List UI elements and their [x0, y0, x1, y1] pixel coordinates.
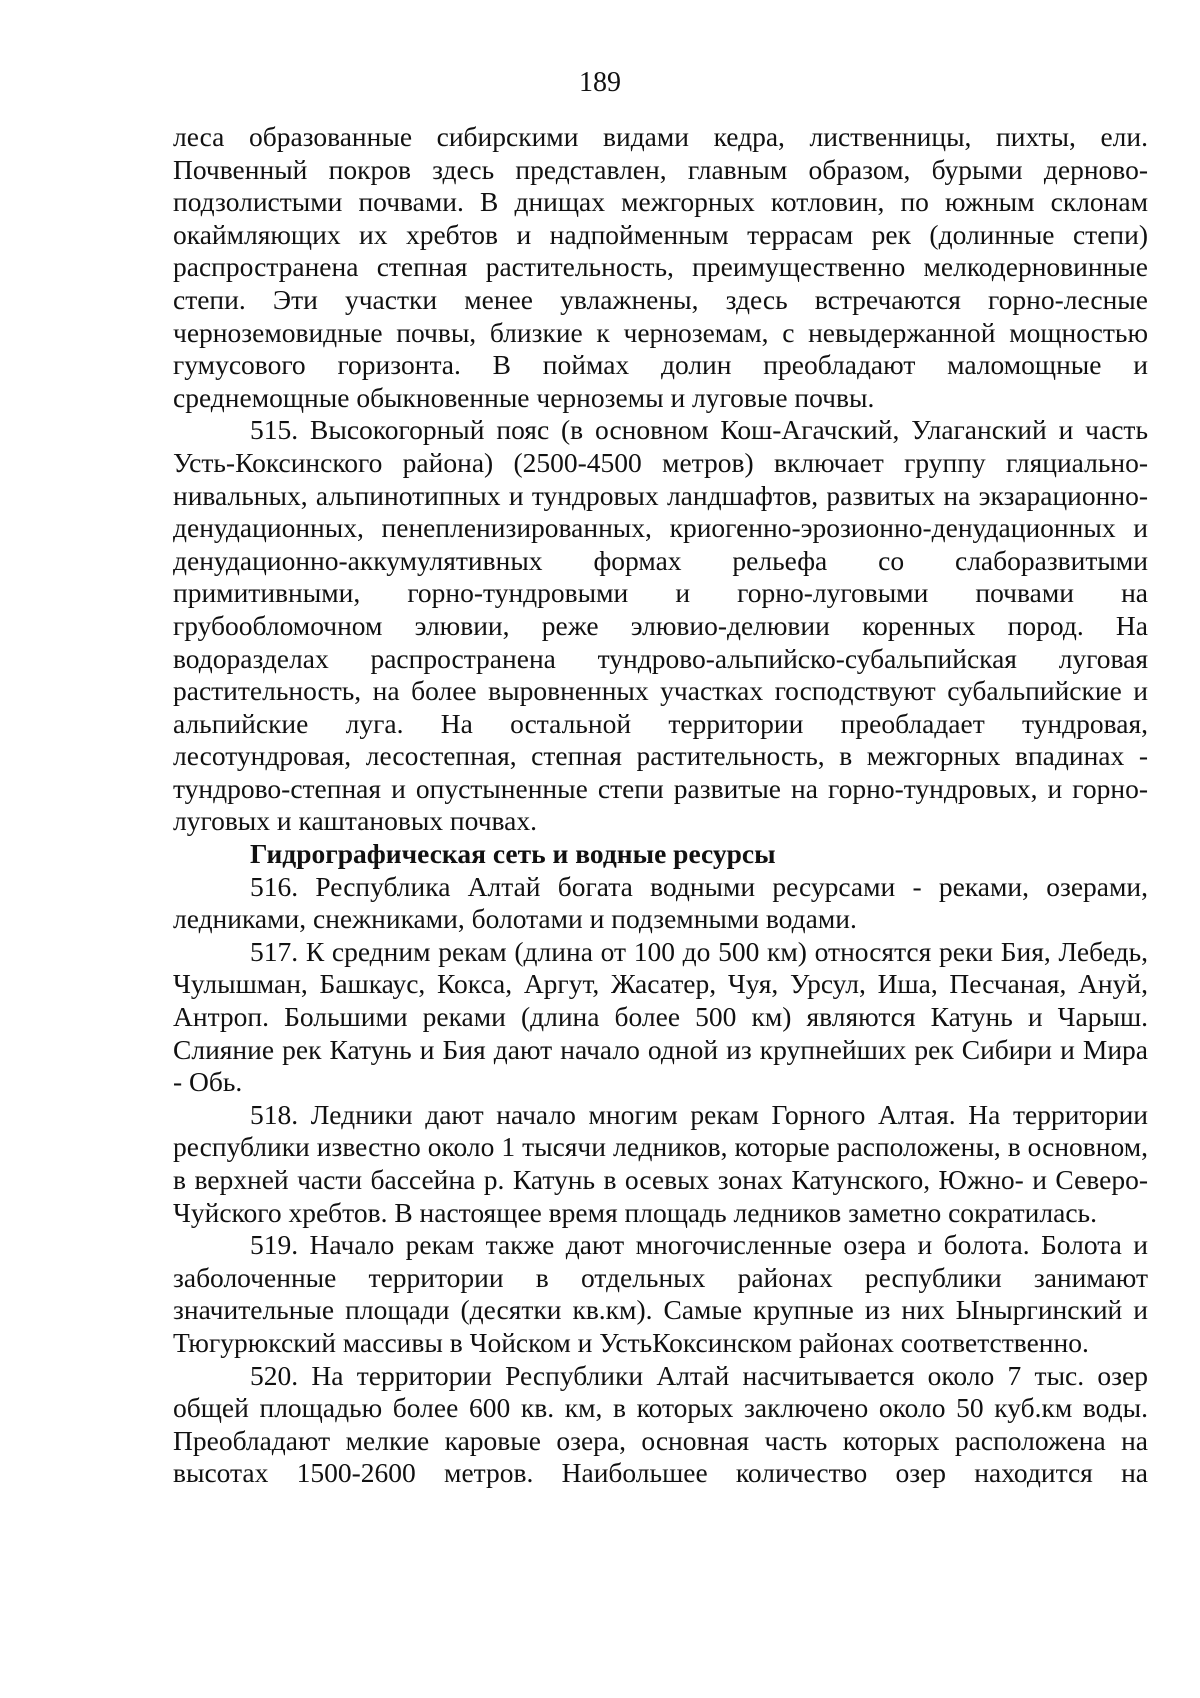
paragraph-intro: леса образованные сибирскими видами кедра, лиственницы, пихты, ели. Почвенный покров здесь представлен, главным образом, бурыми дерново-подзолистыми почвами. В днищах межгорных котловин, по южным склонам окаймляющих их хребтов и надпойменным террасам рек (долинные степи) распространена степная растительность, преимущественно мелкодерновинные степи. Эти участки менее увлажнены, здесь встречаются горно-лесные черноземовидные почвы, близкие к черноземам, с невыдержанной мощностью гумусового горизонта. В поймах долин преобладают маломощные и среднемощные обыкновенные черноземы и луговые почвы. [173, 121, 1148, 413]
paragraph-519: 519. Начало рекам также дают многочисленные озера и болота. Болота и заболоченные территории в отдельных районах республики занимают значительные площади (десятки кв.км). Самые крупные из них Ыныргинский и Тюгурюкский массивы в Чойском и УстьКоксинском районах соответственно. [173, 1229, 1148, 1358]
paragraph-517: 517. К средним рекам (длина от 100 до 500 км) относятся реки Бия, Лебедь, Чулышман, Башкаус, Кокса, Аргут, Жасатер, Чуя, Урсул, Иша, Песчаная, Ануй, Антроп. Большими реками (длина более 500 км) являются Катунь и Чарыш. Слияние рек Катунь и Бия дают начало одной из крупнейших рек Сибири и Мира - Обь. [173, 935, 1148, 1098]
document-body [173, 121, 1148, 1490]
page-number: 189 [579, 67, 621, 98]
paragraph-516: 516. Республика Алтай богата водными ресурсами - реками, озерами, ледниками, снежниками, болотами и подземными водами. [173, 870, 1148, 935]
paragraph-520: 520. На территории Республики Алтай насчитывается около 7 тыс. озер общей площадью более 600 кв. км, в которых заключено около 50 куб.км воды. Преобладают мелкие каровые озера, основная часть которых расположена на высотах 1500-2600 метров. Наибольшее количество озер находится на [173, 1359, 1148, 1489]
paragraph-518: 518. Ледники дают начало многим рекам Горного Алтая. На территории республики известно около 1 тысячи ледников, которые расположены, в основном, в верхней части бассейна р. Катунь в осевых зонах Катунского, Южно- и Северо-Чуйского хребтов. В настоящее время площадь ледников заметно сократилась. [173, 1098, 1148, 1228]
section-heading: Гидрографическая сеть и водные ресурсы [250, 838, 776, 870]
paragraph-515: 515. Высокогорный пояс (в основном Кош-Агачский, Улаганский и часть Усть-Коксинского района) (2500-4500 метров) включает группу гляциально-нивальных, альпинотипных и тундровых ландшафтов, развитых на экзарационно-денудационных, пенепленизированных, криогенно-эрозионно-денудационных и денудационно-аккумулятивных формах рельефа со слаборазвитыми примитивными, горно-тундровыми и горно-луговыми почвами на грубообломочном элювии, реже элювио-делювии коренных пород. На водоразделах распространена тундрово-альпийско-субальпийская луговая растительность, на более выровненных участках господствуют субальпийские и альпийские луга. На остальной территории преобладает тундровая, лесотундровая, лесостепная, степная растительность, в межгорных впадинах - тундрово-степная и опустыненные степи развитые на горно-тундровых, и горно-луговых и каштановых почвах. [173, 414, 1148, 837]
